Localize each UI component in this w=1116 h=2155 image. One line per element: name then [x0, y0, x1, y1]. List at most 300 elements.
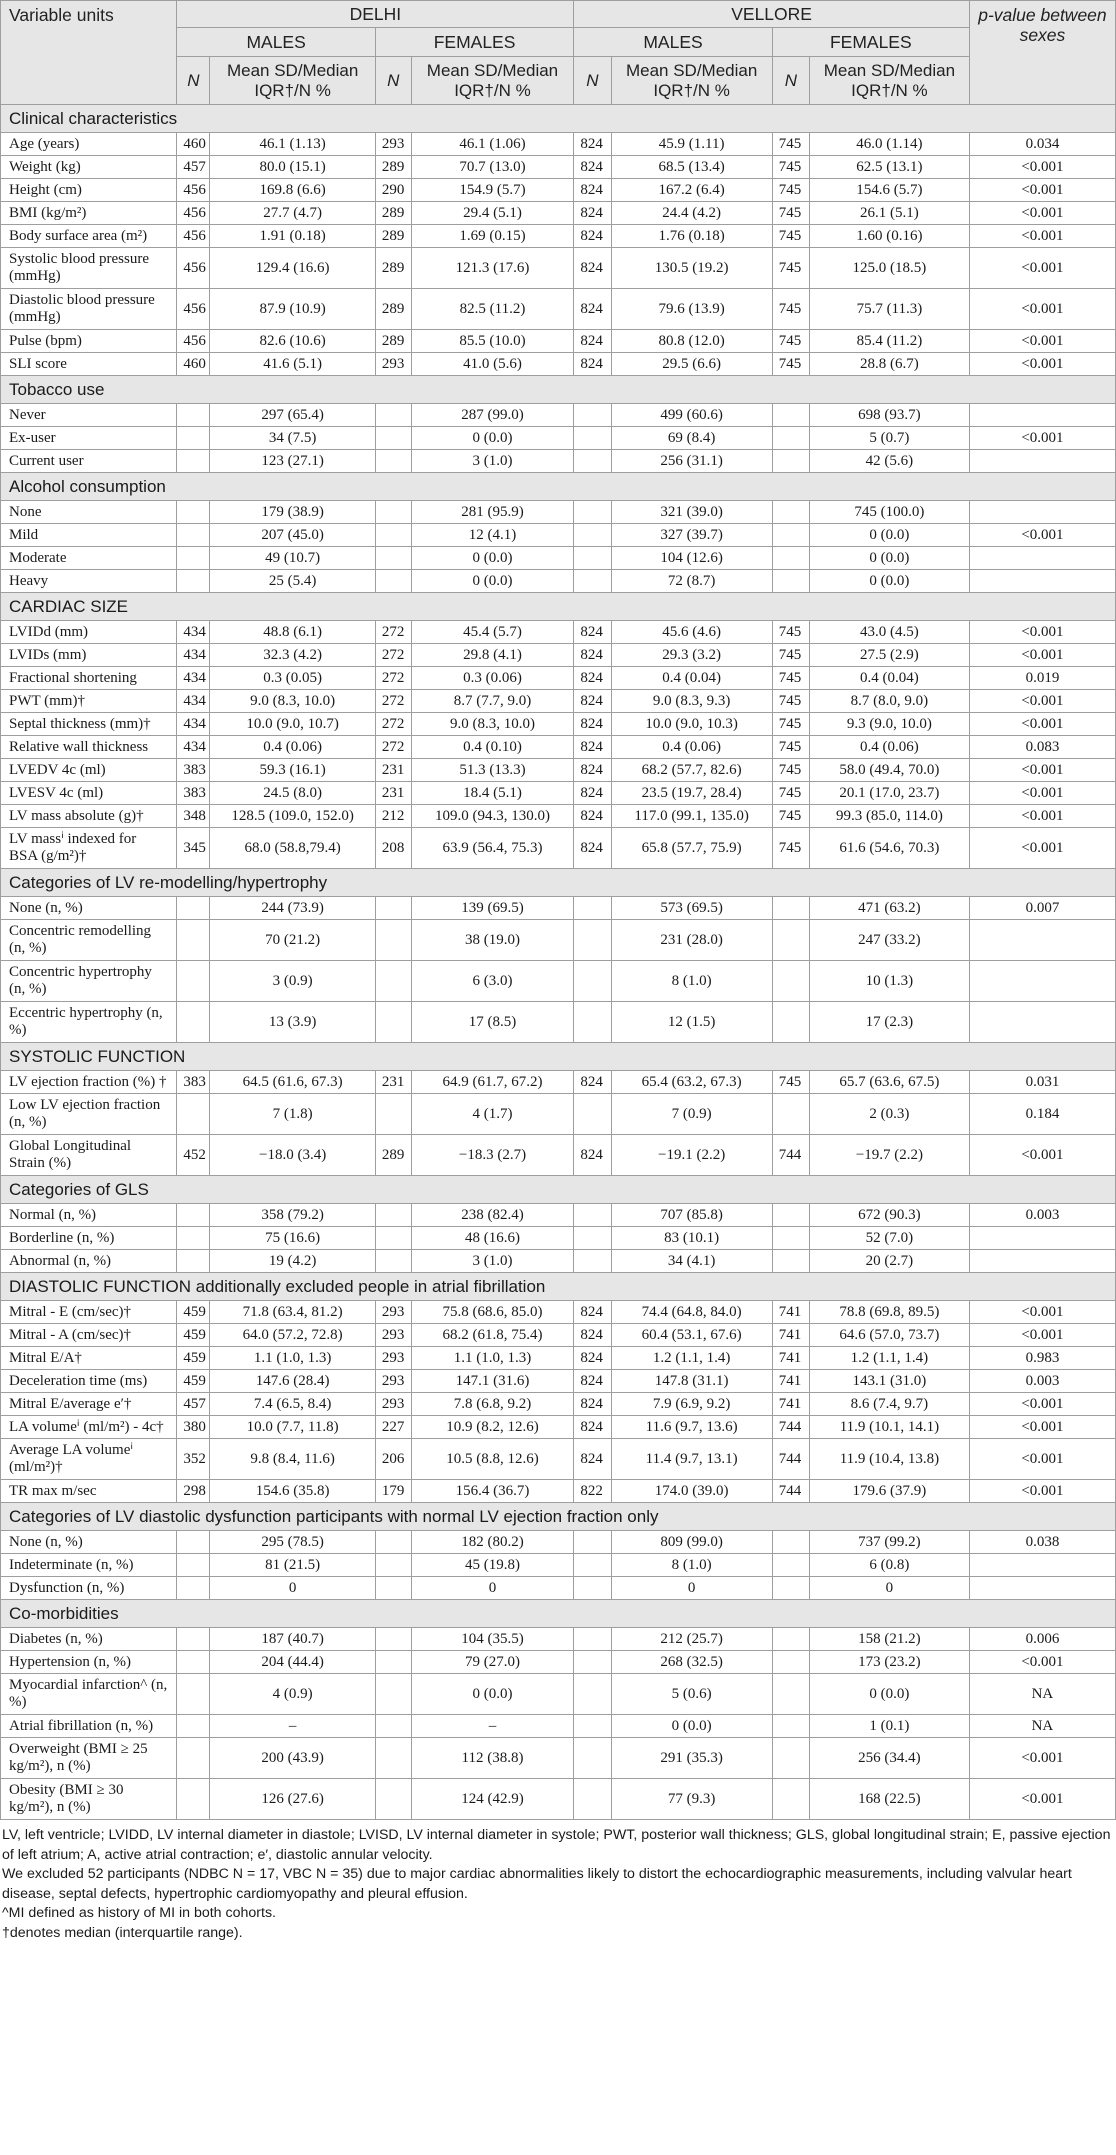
row-label: Weight (kg)	[1, 156, 177, 179]
p-value-cell	[969, 450, 1115, 473]
stat-cell: 1.1 (1.0, 1.3)	[411, 1347, 574, 1370]
n-cell	[375, 404, 411, 427]
n-cell	[177, 1094, 210, 1135]
p-value-cell: 0.983	[969, 1347, 1115, 1370]
n-cell: 459	[177, 1301, 210, 1324]
n-cell: 457	[177, 1393, 210, 1416]
stat-cell: 8 (1.0)	[611, 1554, 772, 1577]
header-pvalue: p-value between sexes	[969, 1, 1115, 105]
row-label: Diastolic blood pressure (mmHg)	[1, 289, 177, 330]
stat-cell: 212 (25.7)	[611, 1628, 772, 1651]
n-cell	[574, 1715, 611, 1738]
n-cell: 206	[375, 1439, 411, 1480]
stat-cell: 1.60 (0.16)	[809, 225, 969, 248]
stat-cell: 6 (3.0)	[411, 961, 574, 1002]
p-value-cell: 0.031	[969, 1071, 1115, 1094]
table-row	[1, 1628, 1116, 1651]
n-cell	[772, 524, 809, 547]
n-cell: 293	[375, 353, 411, 376]
stat-cell: 124 (42.9)	[411, 1779, 574, 1820]
stat-cell: 158 (21.2)	[809, 1628, 969, 1651]
stat-cell: 256 (34.4)	[809, 1738, 969, 1779]
n-cell: 293	[375, 1347, 411, 1370]
row-label: Septal thickness (mm)†	[1, 713, 177, 736]
table-row	[1, 1651, 1116, 1674]
stat-cell: 4 (1.7)	[411, 1094, 574, 1135]
n-cell	[772, 1628, 809, 1651]
stat-cell: 25 (5.4)	[210, 570, 375, 593]
n-cell: 289	[375, 225, 411, 248]
stat-cell: 0.4 (0.06)	[210, 736, 375, 759]
n-cell	[574, 570, 611, 593]
table-row	[1, 225, 1116, 248]
stat-cell: 112 (38.8)	[411, 1738, 574, 1779]
row-label: Relative wall thickness	[1, 736, 177, 759]
n-cell	[574, 501, 611, 524]
n-cell	[375, 1002, 411, 1043]
stat-cell: 23.5 (19.7, 28.4)	[611, 782, 772, 805]
n-cell	[375, 961, 411, 1002]
stat-cell: 200 (43.9)	[210, 1738, 375, 1779]
p-value-cell: <0.001	[969, 1416, 1115, 1439]
stat-cell: 117.0 (99.1, 135.0)	[611, 805, 772, 828]
n-cell	[772, 1227, 809, 1250]
n-cell: 231	[375, 759, 411, 782]
stat-cell: 11.6 (9.7, 13.6)	[611, 1416, 772, 1439]
n-cell: 824	[574, 759, 611, 782]
stat-cell: 8 (1.0)	[611, 961, 772, 1002]
p-value-cell: NA	[969, 1715, 1115, 1738]
stat-cell: 147.6 (28.4)	[210, 1370, 375, 1393]
n-cell	[177, 920, 210, 961]
n-cell: 824	[574, 330, 611, 353]
row-label: LVEDV 4c (ml)	[1, 759, 177, 782]
n-cell	[772, 427, 809, 450]
stat-cell: 154.9 (5.7)	[411, 179, 574, 202]
stat-cell: 0	[809, 1577, 969, 1600]
n-cell	[574, 1577, 611, 1600]
n-cell: 272	[375, 621, 411, 644]
n-cell: 459	[177, 1324, 210, 1347]
table-row	[1, 897, 1116, 920]
n-cell: 824	[574, 713, 611, 736]
n-cell	[772, 547, 809, 570]
n-cell	[375, 570, 411, 593]
stat-cell: 77 (9.3)	[611, 1779, 772, 1820]
n-cell	[375, 1554, 411, 1577]
n-cell: 824	[574, 1301, 611, 1324]
header-n: N	[375, 57, 411, 105]
n-cell	[772, 1002, 809, 1043]
row-label: LV mass absolute (g)†	[1, 805, 177, 828]
stat-cell: 244 (73.9)	[210, 897, 375, 920]
n-cell: 272	[375, 644, 411, 667]
n-cell: 824	[574, 353, 611, 376]
n-cell: 745	[772, 828, 809, 869]
n-cell	[574, 1674, 611, 1715]
stat-cell: 698 (93.7)	[809, 404, 969, 427]
stat-cell: 19 (4.2)	[210, 1250, 375, 1273]
stat-cell: 68.5 (13.4)	[611, 156, 772, 179]
n-cell: 744	[772, 1416, 809, 1439]
p-value-cell: <0.001	[969, 1439, 1115, 1480]
n-cell: 231	[375, 782, 411, 805]
stat-cell: 68.2 (61.8, 75.4)	[411, 1324, 574, 1347]
stat-cell: 573 (69.5)	[611, 897, 772, 920]
stat-cell: 46.1 (1.13)	[210, 133, 375, 156]
n-cell: 293	[375, 1324, 411, 1347]
n-cell: 745	[772, 202, 809, 225]
row-label: Height (cm)	[1, 179, 177, 202]
header-vellore-males: MALES	[574, 28, 772, 57]
n-cell: 272	[375, 713, 411, 736]
stat-cell: 1.76 (0.18)	[611, 225, 772, 248]
table-row	[1, 690, 1116, 713]
row-label: Mild	[1, 524, 177, 547]
p-value-cell: <0.001	[969, 1779, 1115, 1820]
n-cell	[177, 547, 210, 570]
n-cell: 348	[177, 805, 210, 828]
stat-cell: 291 (35.3)	[611, 1738, 772, 1779]
p-value-cell: <0.001	[969, 202, 1115, 225]
n-cell	[375, 1577, 411, 1600]
n-cell: 383	[177, 759, 210, 782]
n-cell	[177, 1204, 210, 1227]
stat-cell: 24.4 (4.2)	[611, 202, 772, 225]
header-stat: Mean SD/Median IQR†/N %	[411, 57, 574, 105]
row-label: None (n, %)	[1, 897, 177, 920]
section-header-row	[1, 1503, 1116, 1531]
n-cell	[772, 1651, 809, 1674]
n-cell: 457	[177, 156, 210, 179]
n-cell	[177, 1227, 210, 1250]
stat-cell: 238 (82.4)	[411, 1204, 574, 1227]
header-vellore-females: FEMALES	[772, 28, 969, 57]
n-cell: 434	[177, 667, 210, 690]
n-cell	[177, 450, 210, 473]
n-cell: 434	[177, 736, 210, 759]
table-row	[1, 353, 1116, 376]
stat-cell: 74.4 (64.8, 84.0)	[611, 1301, 772, 1324]
n-cell: 227	[375, 1416, 411, 1439]
stat-cell: 0.4 (0.04)	[809, 667, 969, 690]
n-cell	[375, 1715, 411, 1738]
n-cell: 434	[177, 644, 210, 667]
stat-cell: 809 (99.0)	[611, 1531, 772, 1554]
n-cell: 745	[772, 156, 809, 179]
n-cell	[574, 427, 611, 450]
stat-cell: 64.5 (61.6, 67.3)	[210, 1071, 375, 1094]
n-cell: 824	[574, 782, 611, 805]
footnote: †denotes median (interquartile range).	[2, 1924, 243, 1941]
row-label: Borderline (n, %)	[1, 1227, 177, 1250]
n-cell: 824	[574, 736, 611, 759]
p-value-cell: <0.001	[969, 289, 1115, 330]
stat-cell: 17 (8.5)	[411, 1002, 574, 1043]
stat-cell: 672 (90.3)	[809, 1204, 969, 1227]
stat-cell: 139 (69.5)	[411, 897, 574, 920]
table-row	[1, 1439, 1116, 1480]
p-value-cell: 0.184	[969, 1094, 1115, 1135]
table-row	[1, 1204, 1116, 1227]
stat-cell: 11.9 (10.1, 14.1)	[809, 1416, 969, 1439]
n-cell	[177, 1674, 210, 1715]
stat-cell: 18.4 (5.1)	[411, 782, 574, 805]
n-cell: 289	[375, 156, 411, 179]
stat-cell: 7 (1.8)	[210, 1094, 375, 1135]
n-cell	[375, 920, 411, 961]
table-row	[1, 1071, 1116, 1094]
row-label: Obesity (BMI ≥ 30 kg/m²), n (%)	[1, 1779, 177, 1820]
stat-cell: 0	[210, 1577, 375, 1600]
table-row	[1, 1674, 1116, 1715]
n-cell: 383	[177, 782, 210, 805]
stat-cell: 11.4 (9.7, 13.1)	[611, 1439, 772, 1480]
p-value-cell: 0.003	[969, 1204, 1115, 1227]
n-cell: 293	[375, 1370, 411, 1393]
stat-cell: 0.4 (0.10)	[411, 736, 574, 759]
row-label: Fractional shortening	[1, 667, 177, 690]
n-cell: 744	[772, 1480, 809, 1503]
stat-cell: 51.3 (13.3)	[411, 759, 574, 782]
stat-cell: 2 (0.3)	[809, 1094, 969, 1135]
n-cell	[375, 427, 411, 450]
stat-cell: 7.4 (6.5, 8.4)	[210, 1393, 375, 1416]
n-cell	[574, 1531, 611, 1554]
n-cell: 293	[375, 1393, 411, 1416]
row-label: PWT (mm)†	[1, 690, 177, 713]
stat-cell: 121.3 (17.6)	[411, 248, 574, 289]
stat-cell: 34 (7.5)	[210, 427, 375, 450]
stat-cell: 79 (27.0)	[411, 1651, 574, 1674]
section-header-row	[1, 1043, 1116, 1071]
n-cell: 459	[177, 1370, 210, 1393]
section-header-row	[1, 473, 1116, 501]
n-cell	[772, 1554, 809, 1577]
stat-cell: 0	[611, 1577, 772, 1600]
stat-cell: −18.3 (2.7)	[411, 1135, 574, 1176]
n-cell: 824	[574, 1416, 611, 1439]
header-delhi-males: MALES	[177, 28, 375, 57]
row-label: Systolic blood pressure (mmHg)	[1, 248, 177, 289]
stat-cell: 9.0 (8.3, 10.0)	[210, 690, 375, 713]
p-value-cell	[969, 404, 1115, 427]
stat-cell: 4 (0.9)	[210, 1674, 375, 1715]
stat-cell: 34 (4.1)	[611, 1250, 772, 1273]
p-value-cell	[969, 570, 1115, 593]
stat-cell: 69 (8.4)	[611, 427, 772, 450]
table-row	[1, 621, 1116, 644]
stat-cell: 1.69 (0.15)	[411, 225, 574, 248]
row-label: Atrial fibrillation (n, %)	[1, 1715, 177, 1738]
header-stat: Mean SD/Median IQR†/N %	[809, 57, 969, 105]
stat-cell: 29.8 (4.1)	[411, 644, 574, 667]
row-label: LVESV 4c (ml)	[1, 782, 177, 805]
p-value-cell: <0.001	[969, 1324, 1115, 1347]
stat-cell: 82.5 (11.2)	[411, 289, 574, 330]
n-cell: 824	[574, 133, 611, 156]
n-cell: 745	[772, 353, 809, 376]
n-cell: 745	[772, 133, 809, 156]
n-cell: 745	[772, 690, 809, 713]
stat-cell: 327 (39.7)	[611, 524, 772, 547]
table-row	[1, 1554, 1116, 1577]
stat-cell: 0.4 (0.04)	[611, 667, 772, 690]
stat-cell: 1.2 (1.1, 1.4)	[611, 1347, 772, 1370]
table-row	[1, 1324, 1116, 1347]
p-value-cell: 0.083	[969, 736, 1115, 759]
n-cell	[177, 501, 210, 524]
stat-cell: 182 (80.2)	[411, 1531, 574, 1554]
stat-cell: −19.1 (2.2)	[611, 1135, 772, 1176]
p-value-cell: 0.007	[969, 897, 1115, 920]
p-value-cell: <0.001	[969, 805, 1115, 828]
table-row	[1, 1227, 1116, 1250]
stat-cell: 10.0 (7.7, 11.8)	[210, 1416, 375, 1439]
stat-cell: 63.9 (56.4, 75.3)	[411, 828, 574, 869]
stat-cell: 80.0 (15.1)	[210, 156, 375, 179]
stat-cell: 1.1 (1.0, 1.3)	[210, 1347, 375, 1370]
stat-cell: 32.3 (4.2)	[210, 644, 375, 667]
n-cell	[375, 1779, 411, 1820]
n-cell: 212	[375, 805, 411, 828]
stat-cell: 231 (28.0)	[611, 920, 772, 961]
row-label: Myocardial infarction^ (n, %)	[1, 1674, 177, 1715]
stat-cell: 154.6 (35.8)	[210, 1480, 375, 1503]
section-title: Co-morbidities	[1, 1600, 1116, 1628]
n-cell	[177, 1554, 210, 1577]
stat-cell: 71.8 (63.4, 81.2)	[210, 1301, 375, 1324]
stat-cell: 169.8 (6.6)	[210, 179, 375, 202]
table-row	[1, 524, 1116, 547]
stat-cell: 126 (27.6)	[210, 1779, 375, 1820]
stat-cell: 0 (0.0)	[809, 1674, 969, 1715]
stat-cell: 5 (0.6)	[611, 1674, 772, 1715]
table-row	[1, 1738, 1116, 1779]
stat-cell: 0.4 (0.06)	[809, 736, 969, 759]
stat-cell: 0.3 (0.06)	[411, 667, 574, 690]
n-cell: 272	[375, 690, 411, 713]
stat-cell: 48.8 (6.1)	[210, 621, 375, 644]
header-n: N	[574, 57, 611, 105]
stat-cell: 41.6 (5.1)	[210, 353, 375, 376]
p-value-cell: <0.001	[969, 828, 1115, 869]
n-cell	[375, 450, 411, 473]
stat-cell: 7 (0.9)	[611, 1094, 772, 1135]
n-cell	[177, 1715, 210, 1738]
n-cell	[177, 1531, 210, 1554]
p-value-cell: <0.001	[969, 1738, 1115, 1779]
n-cell	[772, 1674, 809, 1715]
section-title: Tobacco use	[1, 376, 1116, 404]
n-cell: 744	[772, 1135, 809, 1176]
n-cell: 824	[574, 289, 611, 330]
n-cell: 434	[177, 713, 210, 736]
stat-cell: 17 (2.3)	[809, 1002, 969, 1043]
stat-cell: 256 (31.1)	[611, 450, 772, 473]
footnotes	[0, 1820, 1116, 1943]
section-title: DIASTOLIC FUNCTION additionally excluded people in atrial fibrillation	[1, 1273, 1116, 1301]
p-value-cell: 0.038	[969, 1531, 1115, 1554]
row-label: Eccentric hypertrophy (n, %)	[1, 1002, 177, 1043]
stat-cell: 8.6 (7.4, 9.7)	[809, 1393, 969, 1416]
n-cell: 460	[177, 353, 210, 376]
n-cell	[177, 404, 210, 427]
n-cell: 741	[772, 1324, 809, 1347]
n-cell	[177, 427, 210, 450]
stat-cell: 42 (5.6)	[809, 450, 969, 473]
stat-cell: 1.2 (1.1, 1.4)	[809, 1347, 969, 1370]
table-row	[1, 289, 1116, 330]
header-n: N	[177, 57, 210, 105]
stat-cell: 3 (1.0)	[411, 1250, 574, 1273]
n-cell: 456	[177, 225, 210, 248]
stat-cell: 187 (40.7)	[210, 1628, 375, 1651]
row-label: Body surface area (m²)	[1, 225, 177, 248]
n-cell: 745	[772, 667, 809, 690]
stat-cell: 0 (0.0)	[809, 524, 969, 547]
n-cell	[177, 961, 210, 1002]
n-cell	[177, 1577, 210, 1600]
stat-cell: 109.0 (94.3, 130.0)	[411, 805, 574, 828]
n-cell	[177, 1738, 210, 1779]
n-cell	[574, 1250, 611, 1273]
n-cell: 452	[177, 1135, 210, 1176]
stat-cell: 7.9 (6.9, 9.2)	[611, 1393, 772, 1416]
p-value-cell: <0.001	[969, 524, 1115, 547]
stat-cell: 9.3 (9.0, 10.0)	[809, 713, 969, 736]
table-row	[1, 1301, 1116, 1324]
stat-cell: 174.0 (39.0)	[611, 1480, 772, 1503]
n-cell	[772, 1779, 809, 1820]
section-title: Categories of LV re-modelling/hypertrophy	[1, 869, 1116, 897]
stat-cell: 70.7 (13.0)	[411, 156, 574, 179]
row-label: Abnormal (n, %)	[1, 1250, 177, 1273]
stat-cell: 49 (10.7)	[210, 547, 375, 570]
stat-cell: 26.1 (5.1)	[809, 202, 969, 225]
stat-cell: 43.0 (4.5)	[809, 621, 969, 644]
n-cell	[772, 1738, 809, 1779]
n-cell: 290	[375, 179, 411, 202]
n-cell: 824	[574, 179, 611, 202]
n-cell	[772, 1204, 809, 1227]
p-value-cell: <0.001	[969, 782, 1115, 805]
stat-cell: 147.8 (31.1)	[611, 1370, 772, 1393]
n-cell: 824	[574, 1071, 611, 1094]
p-value-cell	[969, 1002, 1115, 1043]
n-cell: 745	[772, 805, 809, 828]
stat-cell: 6 (0.8)	[809, 1554, 969, 1577]
header-n: N	[772, 57, 809, 105]
table-row	[1, 1480, 1116, 1503]
n-cell: 745	[772, 759, 809, 782]
n-cell	[574, 1738, 611, 1779]
n-cell	[375, 547, 411, 570]
stat-cell: 78.8 (69.8, 89.5)	[809, 1301, 969, 1324]
table-row	[1, 330, 1116, 353]
row-label: Ex-user	[1, 427, 177, 450]
n-cell: 345	[177, 828, 210, 869]
n-cell: 824	[574, 828, 611, 869]
stat-cell: 287 (99.0)	[411, 404, 574, 427]
stat-cell: 27.5 (2.9)	[809, 644, 969, 667]
p-value-cell: <0.001	[969, 353, 1115, 376]
n-cell	[772, 1715, 809, 1738]
row-label: Moderate	[1, 547, 177, 570]
stat-cell: 499 (60.6)	[611, 404, 772, 427]
n-cell: 383	[177, 1071, 210, 1094]
row-label: Age (years)	[1, 133, 177, 156]
